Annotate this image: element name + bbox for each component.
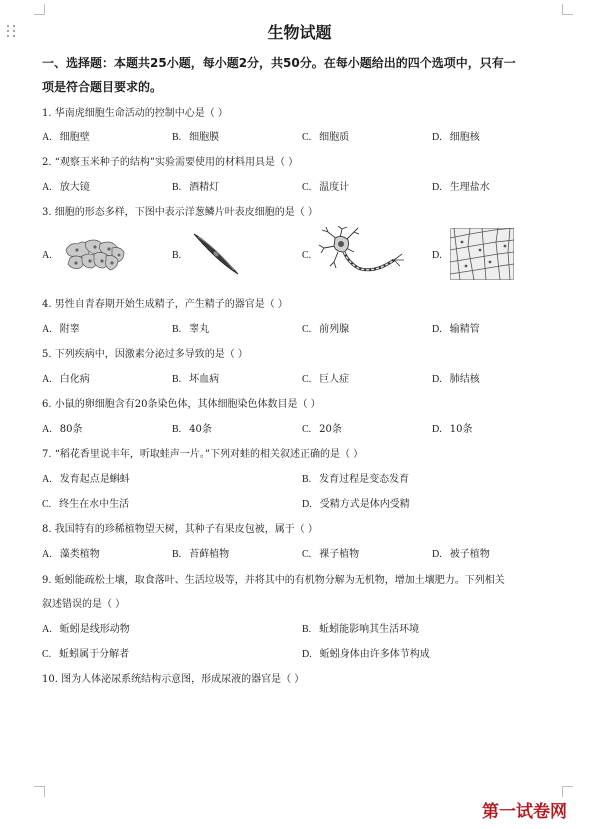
onion-cells-figure-a	[64, 236, 126, 272]
option[interactable]: B.	[172, 250, 182, 261]
option[interactable]: D. 10条	[432, 424, 473, 435]
option[interactable]: D. 生理盐水	[432, 182, 490, 193]
neuron-figure-c	[318, 226, 406, 278]
option[interactable]: B. 酒精灯	[172, 182, 220, 193]
option[interactable]: B. 发育过程是变态发育	[302, 474, 410, 485]
question-stem: 10. 图为人体泌尿系统结构示意图，形成尿液的器官是（ ）	[42, 674, 305, 685]
option[interactable]: D. 蚯蚓身体由许多体节构成	[302, 649, 430, 660]
option[interactable]: C. 巨人症	[302, 374, 350, 385]
option[interactable]: A. 蚯蚓是线形动物	[42, 624, 130, 635]
spindle-cell-figure-b	[190, 228, 242, 280]
corner-mark	[34, 786, 45, 797]
corner-mark	[34, 4, 45, 15]
option[interactable]: B. 坏血病	[172, 374, 220, 385]
option[interactable]: D. 输精管	[432, 324, 480, 335]
option[interactable]: A.	[42, 250, 52, 261]
option[interactable]: C. 前列腺	[302, 324, 350, 335]
question-stem: 8. 我国特有的珍稀植物望天树，其种子有果皮包被，属于（ ）	[42, 524, 318, 535]
option[interactable]: D. 细胞核	[432, 132, 480, 143]
option[interactable]: B. 40条	[172, 424, 212, 435]
option[interactable]: C.	[302, 250, 312, 261]
option[interactable]: C. 终生在水中生活	[42, 499, 130, 510]
option[interactable]: C. 温度计	[302, 182, 350, 193]
question-stem: 6. 小鼠的卵细胞含有20条染色体，其体细胞染色体数目是（ ）	[42, 399, 321, 410]
question-stem: 4. 男性自青春期开始生成精子，产生精子的器官是（ ）	[42, 299, 288, 310]
option[interactable]: D. 被子植物	[432, 549, 490, 560]
option[interactable]: A. 细胞壁	[42, 132, 90, 143]
option[interactable]: B. 苔藓植物	[172, 549, 230, 560]
option[interactable]: D. 肺结核	[432, 374, 480, 385]
option[interactable]: A. 附睾	[42, 324, 80, 335]
question-stem: 1. 华南虎细胞生命活动的控制中心是（ ）	[42, 108, 228, 119]
option[interactable]: B. 睾丸	[172, 324, 210, 335]
option[interactable]: A. 放大镜	[42, 182, 90, 193]
option[interactable]: B. 细胞膜	[172, 132, 220, 143]
question-stem: 2. “观察玉米种子的结构”实验需要使用的材料用具是（ ）	[42, 157, 299, 168]
question-stem: 7. “稻花香里说丰年，听取蛙声一片。”下列对蛙的相关叙述正确的是（ ）	[42, 449, 364, 460]
option[interactable]: A. 80条	[42, 424, 83, 435]
question-stem: 9. 蚯蚓能疏松土壤，取食落叶、生活垃圾等，并将其中的有机物分解为无机物，增加土壤肥力。下列相关	[42, 575, 505, 586]
option[interactable]: C. 细胞质	[302, 132, 350, 143]
page-title: 生物试题	[267, 23, 332, 42]
section-heading-cont: 项是符合题目要求的。	[42, 80, 163, 94]
option[interactable]: A. 藻类植物	[42, 549, 100, 560]
question-stem: 3. 细胞的形态多样，下图中表示洋葱鳞片叶表皮细胞的是（ ）	[42, 207, 318, 218]
plant-cells-figure-d	[450, 228, 514, 280]
corner-mark	[562, 4, 573, 15]
question-stem: 5. 下列疾病中，因激素分泌过多导致的是（ ）	[42, 349, 248, 360]
section-heading: 一、选择题：本题共25小题，每小题2分，共50分。在每小题给出的四个选项中，只有一	[42, 56, 516, 70]
option[interactable]: C. 20条	[302, 424, 342, 435]
question-stem-cont: 叙述错误的是（ ）	[42, 599, 126, 610]
option[interactable]: A. 发育起点是蝌蚪	[42, 474, 130, 485]
option[interactable]: C. 蚯蚓属于分解者	[42, 649, 130, 660]
option[interactable]: D.	[432, 250, 442, 261]
corner-mark	[562, 786, 573, 797]
option[interactable]: B. 蚯蚓能影响其生活环境	[302, 624, 420, 635]
option[interactable]: A. 白化病	[42, 374, 90, 385]
option[interactable]: C. 裸子植物	[302, 549, 360, 560]
watermark: 第一试卷网	[482, 802, 567, 822]
option[interactable]: D. 受精方式是体内受精	[302, 499, 410, 510]
